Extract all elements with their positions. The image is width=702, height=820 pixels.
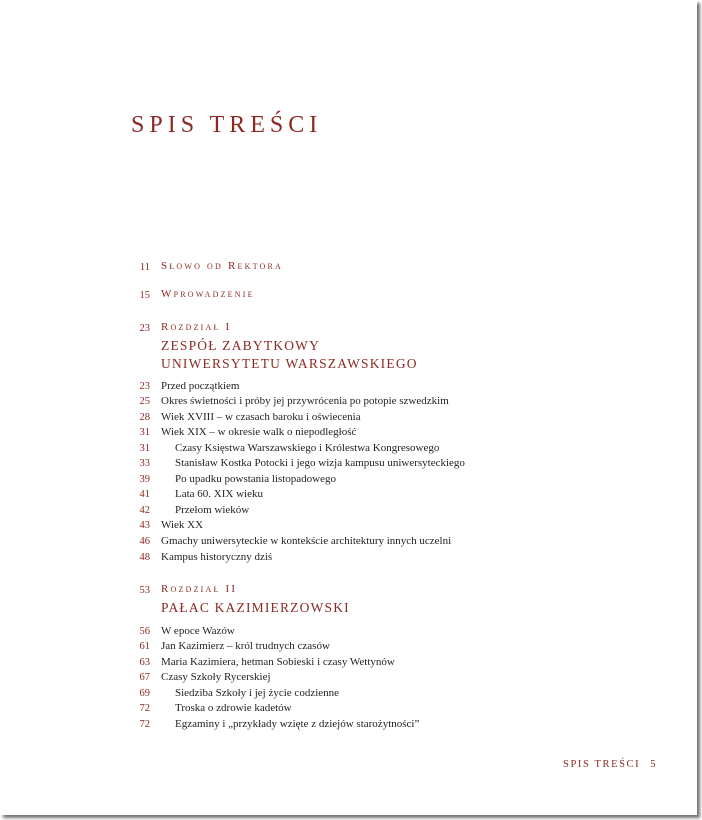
- toc-entry: Przed początkiem: [161, 380, 240, 392]
- toc-entry: Wiek XIX – w okresie walk o niepodległość: [161, 426, 357, 438]
- toc-page-number: 25: [139, 396, 150, 407]
- toc-page-number: 53: [139, 585, 150, 596]
- toc-entry: Kampus historyczny dziś: [161, 551, 273, 563]
- page-number: 5: [650, 759, 656, 770]
- running-head: SPIS TREŚCI: [563, 759, 641, 770]
- toc-subentry: Siedziba Szkoły i jej życie codzienne: [175, 687, 340, 699]
- chapter-title: ZESPÓŁ ZABYTKOWY: [161, 338, 321, 353]
- toc-page-number: 23: [139, 381, 150, 392]
- toc-page-number: 15: [139, 290, 150, 301]
- toc-page-number: 48: [139, 552, 150, 563]
- toc-entry: W epoce Wazów: [161, 625, 235, 637]
- toc-subentry: Egzaminy i „przykłady wzięte z dziejów starożytności”: [175, 718, 420, 730]
- running-footer: [563, 759, 655, 770]
- toc-subentry: Po upadku powstania listopadowego: [175, 473, 337, 485]
- chapter-label: Rozdział I: [161, 321, 232, 333]
- toc-entry: Gmachy uniwersyteckie w kontekście architektury innych uczelni: [161, 535, 452, 547]
- toc-page-number: 61: [139, 641, 150, 652]
- toc-page-number: 39: [139, 474, 150, 485]
- toc-entry: Maria Kazimiera, hetman Sobieski i czasy Wettynów: [161, 656, 395, 668]
- toc-page-number: 46: [139, 536, 150, 547]
- toc-page-number: 56: [139, 626, 150, 637]
- toc-subentry: Czasy Księstwa Warszawskiego i Królestwa Kongresowego: [175, 442, 440, 454]
- toc-page-number: 33: [139, 458, 150, 469]
- toc-entry: Czasy Szkoły Rycerskiej: [161, 671, 271, 683]
- toc-page-number: 28: [139, 412, 150, 423]
- toc-subentry: Przełom wieków: [175, 504, 250, 516]
- toc-page-number: 69: [139, 688, 150, 699]
- toc-page-number: 31: [139, 443, 150, 454]
- toc-page-number: 63: [139, 657, 150, 668]
- toc-page-number: 31: [139, 427, 150, 438]
- toc-page-number: 11: [139, 262, 150, 273]
- page-title: SPIS TREŚCI: [131, 112, 323, 138]
- toc-page-number: 72: [139, 719, 150, 730]
- toc-section-heading: Wprowadzenie: [161, 288, 255, 300]
- toc-page-number: 23: [139, 323, 150, 334]
- toc-subentry: Lata 60. XIX wieku: [175, 488, 263, 500]
- toc-page-number: 41: [139, 489, 150, 500]
- toc-section-heading: Słowo od Rektora: [161, 260, 283, 272]
- toc-subentry: Troska o zdrowie kadetów: [175, 702, 292, 714]
- toc-page-number: 67: [139, 672, 150, 683]
- toc-page-number: 72: [139, 703, 150, 714]
- toc-entry: Okres świetności i próby jej przywrócenia po potopie szwedzkim: [161, 395, 449, 407]
- toc-page-number: 43: [139, 520, 150, 531]
- chapter-title: UNIWERSYTETU WARSZAWSKIEGO: [161, 356, 418, 371]
- toc-subentry: Stanisław Kostka Potocki i jego wizja kampusu uniwersyteckiego: [175, 457, 465, 469]
- toc-entry: Jan Kazimierz – król trudnych czasów: [161, 640, 330, 652]
- toc-page-number: 42: [139, 505, 150, 516]
- chapter-label: Rozdział II: [161, 583, 238, 595]
- chapter-title: PAŁAC KAZIMIERZOWSKI: [161, 600, 350, 615]
- toc-entry: Wiek XVIII – w czasach baroku i oświecenia: [161, 411, 361, 423]
- toc-entry: Wiek XX: [161, 519, 204, 531]
